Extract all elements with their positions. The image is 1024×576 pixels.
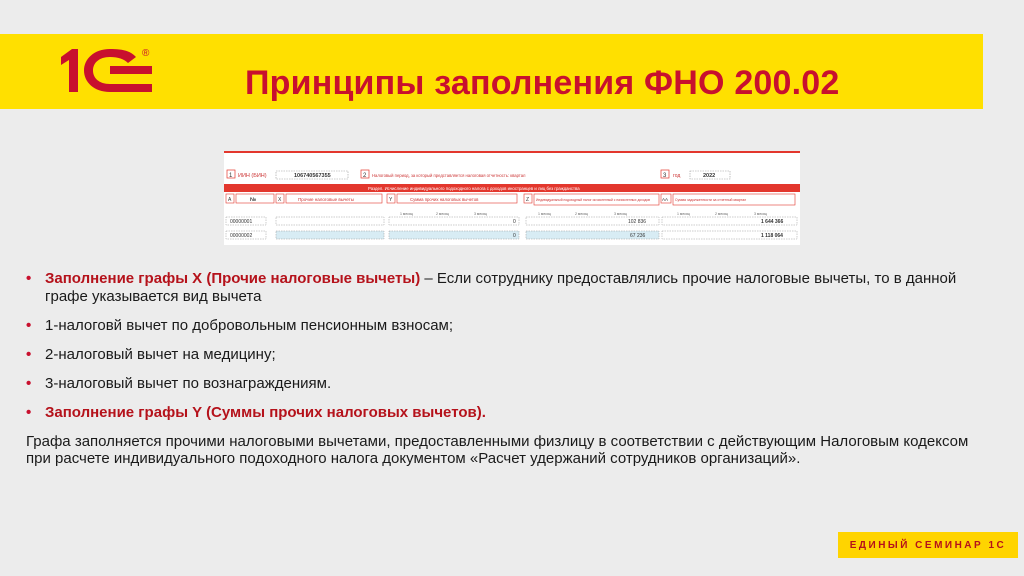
- bullet-text: 1-налоговй вычет по добровольным пенсионным взносам;: [45, 317, 454, 334]
- bullet-text: 2-налоговый вычет на медицину;: [45, 346, 276, 363]
- bullet-text: 3-налоговый вычет по вознаграждениям.: [45, 375, 332, 392]
- form-period-label: Налоговый период, за который представляется налоговая отчетность: квартал: [372, 173, 526, 178]
- bullet-item: [26, 375, 986, 393]
- form-col-z-code: Z: [526, 197, 530, 203]
- form-subhead-y-2: 2 месяц: [436, 212, 449, 216]
- bullet-list: [26, 270, 986, 422]
- form-subhead-z-2: 2 месяц: [575, 212, 588, 216]
- bullet-item: [26, 346, 986, 364]
- form-cell2-num: 2: [363, 173, 367, 179]
- fno-form-screenshot: [224, 151, 800, 245]
- form-subhead-aa-1: 1 месяц: [677, 212, 690, 216]
- form-subhead-z-1: 1 месяц: [538, 212, 551, 216]
- form-row2-z: 67 236: [630, 233, 646, 239]
- bullet-dot: •: [26, 346, 32, 363]
- form-col-aa-label: Сумма задолженности за отчетный квартал: [675, 198, 747, 202]
- bullet-emphasis: Заполнение графы Y (Суммы прочих налоговых вычетов).: [45, 404, 486, 421]
- form-col-x-label: Прочие налоговые вычеты: [298, 197, 354, 202]
- form-subhead-aa-2: 2 месяц: [715, 212, 728, 216]
- bullet-item: [26, 404, 986, 422]
- form-subhead-y-1: 1 месяц: [400, 212, 413, 216]
- form-subhead-z-3: 3 месяц: [614, 212, 627, 216]
- bullet-dot: •: [26, 375, 32, 392]
- bullet-dot: •: [26, 270, 32, 287]
- form-year-label: год: [673, 173, 681, 179]
- form-row1-aa: 1 644 366: [761, 219, 784, 225]
- description-paragraph: Графа заполняется прочими налоговыми вычетами, предоставленными физлицу в соответствии с действующим Налоговым кодексом при расчете индивидуального подоходного налога документом «Расчет удержаний сотрудников организаций».: [26, 433, 969, 467]
- form-year-value: 2022: [703, 173, 716, 179]
- form-col-a-label: №: [250, 197, 257, 203]
- form-cell3-num: 3: [663, 173, 667, 179]
- form-cell1-num: 1: [229, 173, 233, 179]
- form-col-a-code: A: [228, 197, 232, 203]
- registered-mark: ®: [142, 48, 150, 59]
- bullet-emphasis: Заполнение графы X (Прочие налоговые вычеты): [45, 270, 421, 287]
- form-col-x-code: X: [278, 197, 282, 203]
- form-row2-num: 00000002: [230, 233, 253, 239]
- form-row1-z: 102 836: [628, 219, 647, 225]
- form-row1-num: 00000001: [230, 219, 253, 225]
- form-row1-y: 0: [513, 219, 516, 225]
- form-iin-value: 106740567355: [294, 173, 331, 179]
- bullet-dot: •: [26, 317, 32, 334]
- form-col-y-code: Y: [389, 197, 393, 203]
- form-subhead-y-3: 3 месяц: [474, 212, 487, 216]
- form-section-title: Раздел. Исчисление индивидуального подоходного налога с доходов иностранцев и лиц без гражданства: [368, 186, 580, 191]
- form-row2-y: 0: [513, 233, 516, 239]
- form-row2-aa: 1 118 064: [761, 233, 783, 239]
- bullet-item: [26, 270, 986, 306]
- form-iin-label: ИИН (БИН): [238, 173, 267, 179]
- slide-content: [26, 270, 986, 467]
- form-subhead-aa-3: 3 месяц: [754, 212, 767, 216]
- bullet-item: [26, 317, 986, 335]
- form-col-y-label: Сумма прочих налоговых вычетов: [410, 197, 479, 202]
- bullet-text: – Если сотруднику предоставлялись прочие налоговые вычеты, то в данной графе указывается вид вычета: [45, 270, 957, 305]
- form-col-aa-code: AA: [662, 197, 669, 202]
- form-col-z-label: Индивидуальный подоходный налог исчисленный с начисленных доходов: [536, 198, 651, 202]
- 1c-logo: [58, 44, 162, 100]
- footer-badge: ЕДИНЫЙ СЕМИНАР 1С: [838, 532, 1018, 558]
- slide-title: Принципы заполнения ФНО 200.02: [245, 64, 840, 102]
- bullet-dot: •: [26, 404, 32, 421]
